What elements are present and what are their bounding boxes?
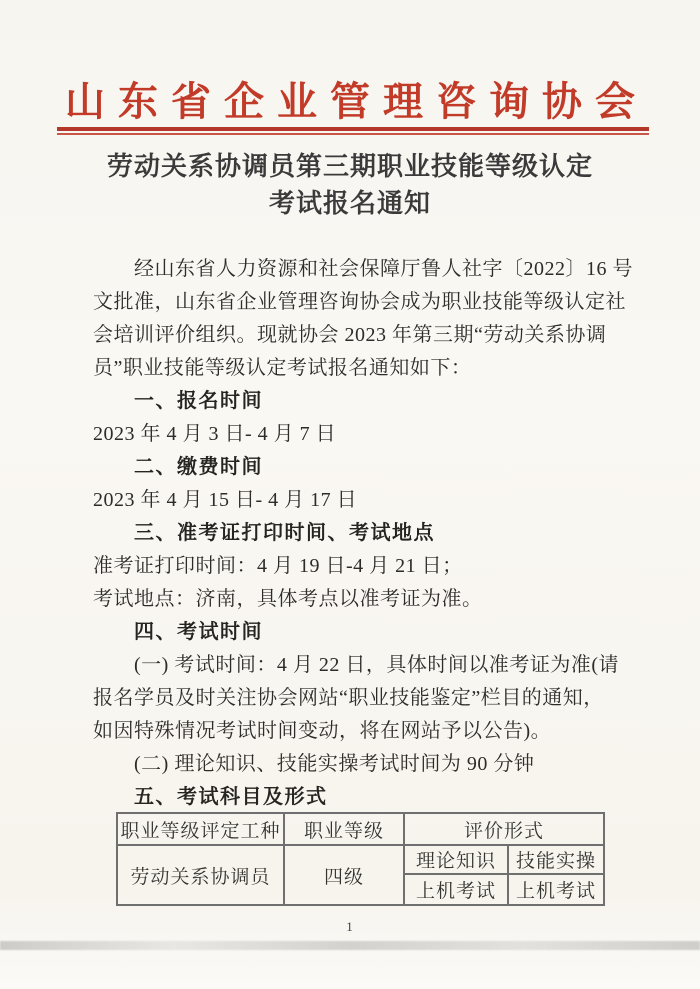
table-cell-practice: 技能实操 xyxy=(508,845,604,874)
intro-line-3: 会培训评价组织。现就协会 2023 年第三期“劳动关系协调 xyxy=(93,324,607,346)
table-header-occupation: 职业等级评定工种 xyxy=(117,813,284,845)
admission-ticket-print-time: 准考证打印时间：4 月 19 日-4 月 21 日； xyxy=(93,555,463,577)
table-header-level: 职业等级 xyxy=(284,813,404,845)
document-title-line1: 劳动关系协调员第三期职业技能等级认定 xyxy=(106,152,593,181)
table-header-eval-form: 评价形式 xyxy=(404,813,604,845)
section-heading-registration-time: 一、报名时间 xyxy=(134,390,263,412)
exam-subjects-table xyxy=(116,812,605,906)
scan-artifact-band xyxy=(0,941,700,950)
table-cell-theory-mode: 上机考试 xyxy=(404,874,508,905)
table-cell-level: 四级 xyxy=(284,845,404,905)
intro-line-1: 经山东省人力资源和社会保障厅鲁人社字〔2022〕16 号 xyxy=(134,258,633,280)
document-title xyxy=(0,148,700,222)
table-cell-practice-mode: 上机考试 xyxy=(508,874,604,905)
header-divider-thick-line xyxy=(57,127,649,131)
exam-time-line-2: 报名学员及时关注协会网站“职业技能鉴定”栏目的通知， xyxy=(93,687,604,709)
section-heading-payment-time: 二、缴费时间 xyxy=(134,456,263,478)
registration-period: 2023 年 4 月 3 日- 4 月 7 日 xyxy=(93,423,337,445)
table-header-row xyxy=(117,813,604,845)
payment-period: 2023 年 4 月 15 日- 4 月 17 日 xyxy=(93,489,358,511)
exam-duration: (二) 理论知识、技能实操考试时间为 90 分钟 xyxy=(134,753,535,775)
table-cell-theory: 理论知识 xyxy=(404,845,508,874)
section-heading-exam-time: 四、考试时间 xyxy=(134,621,263,643)
header-divider xyxy=(57,127,649,135)
section-heading-ticket-and-location: 三、准考证打印时间、考试地点 xyxy=(134,522,435,544)
exam-time-line-1: (一) 考试时间：4 月 22 日，具体时间以准考证为准(请 xyxy=(134,654,619,676)
table-row xyxy=(117,845,604,874)
page-number: 1 xyxy=(346,919,354,934)
section-heading-exam-subjects: 五、考试科目及形式 xyxy=(134,786,328,808)
org-title: 山东省企业管理咨询协会 xyxy=(65,79,648,124)
table-cell-occupation: 劳动关系协调员 xyxy=(117,845,284,905)
exam-location: 考试地点：济南，具体考点以准考证为准。 xyxy=(93,588,483,610)
exam-time-line-3: 如因特殊情况考试时间变动，将在网站予以公告)。 xyxy=(93,720,552,742)
intro-line-2: 文批准，山东省企业管理咨询协会成为职业技能等级认定社 xyxy=(93,291,626,313)
intro-line-4: 员”职业技能等级认定考试报名通知如下： xyxy=(93,357,472,379)
header-divider-thin-line xyxy=(57,133,649,135)
document-title-line2: 考试报名通知 xyxy=(268,189,431,218)
body-text xyxy=(93,253,633,814)
